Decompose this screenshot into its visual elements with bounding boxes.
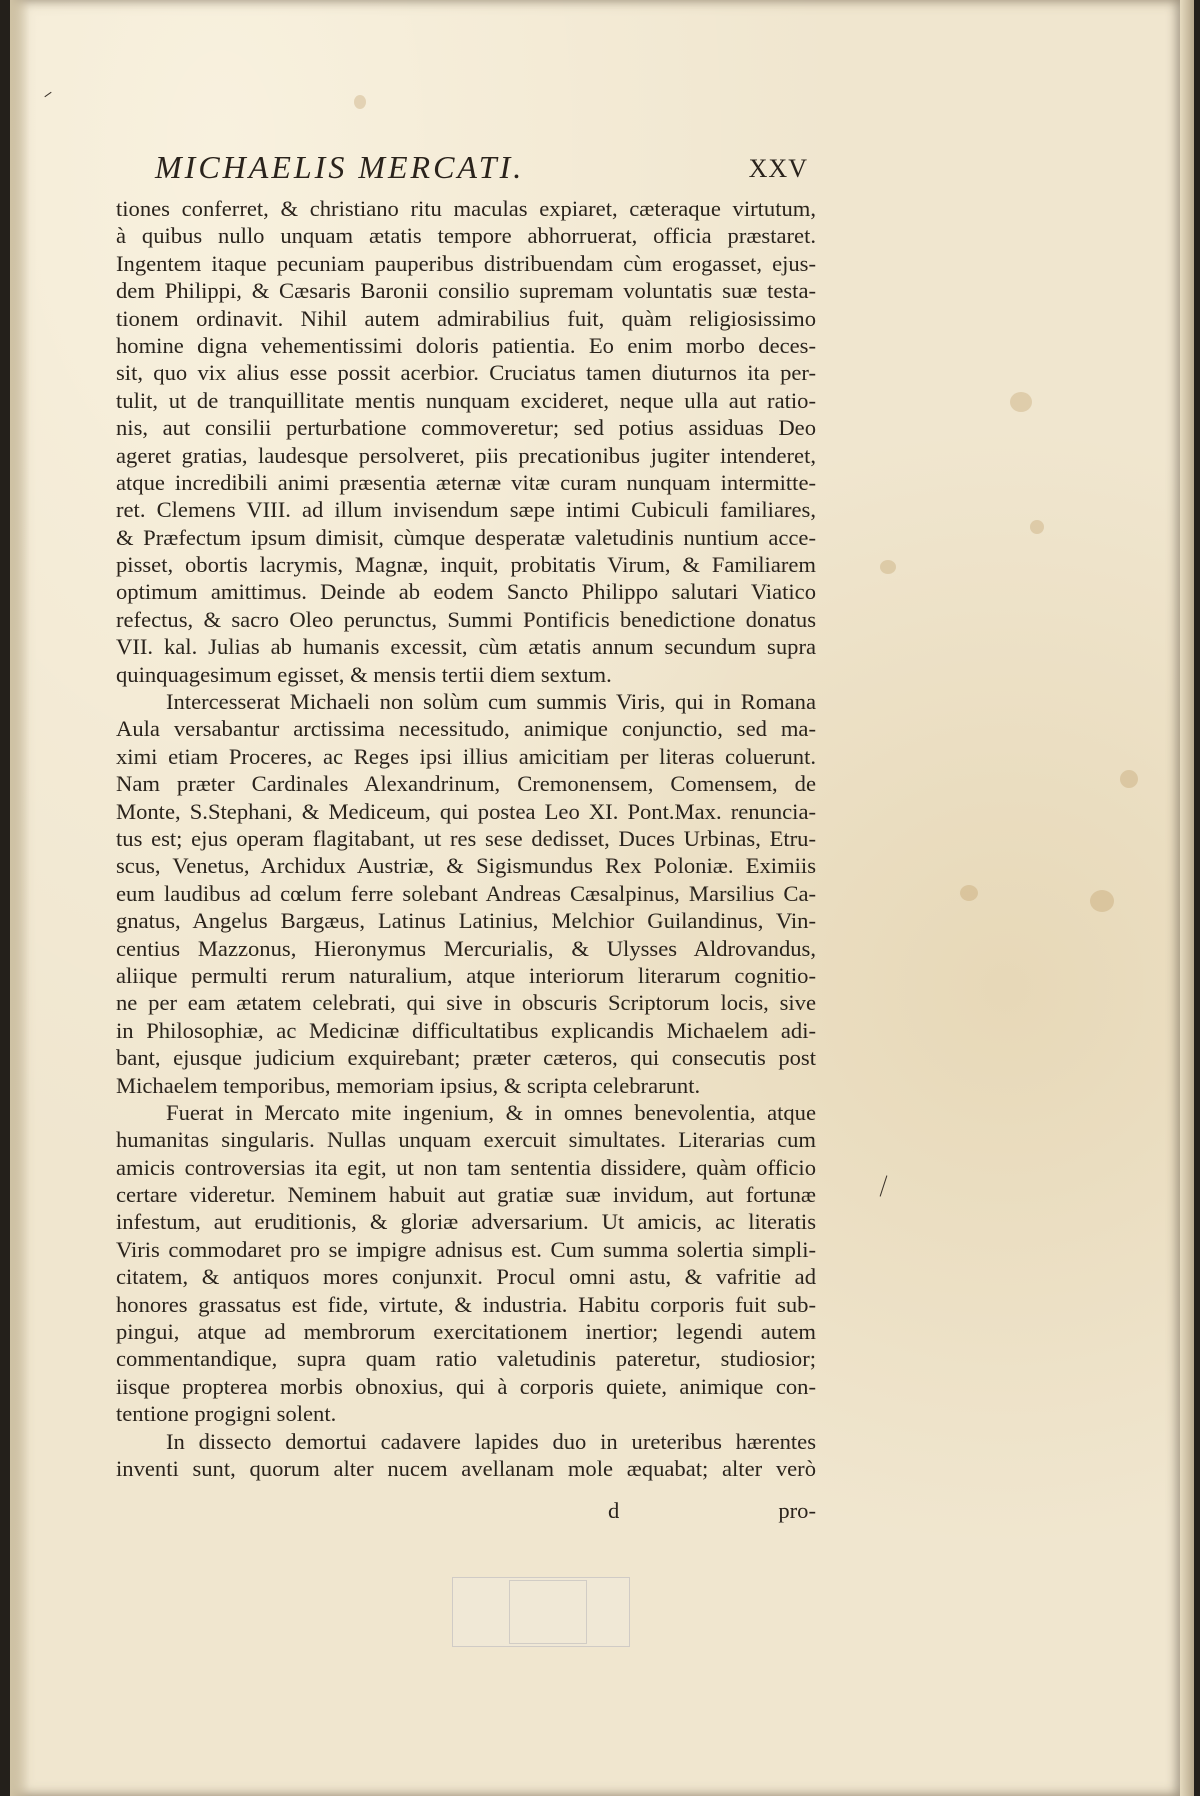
text-line: VII. kal. Julias ab humanis excessit, cùm ætatis annum secundum supra [116, 634, 816, 660]
library-stamp-inner [509, 1580, 587, 1644]
text-line: tiones conferret, & christiano ritu maculas expiaret, cæteraque virtutum, [116, 196, 816, 221]
text-line: ret. Clemens VIII. ad illum invisendum sæpe intimi Cubiculi familiares, [116, 497, 816, 523]
text-line: scus, Venetus, Archidux Austriæ, & Sigismundus Rex Poloniæ. Eximiis [116, 853, 816, 879]
text-line: ximi etiam Proceres, ac Reges ipsi illius amicitiam per literas coluerunt. [116, 743, 816, 769]
text-line: pingui, atque ad membrorum exercitationem inertior; legendi autem [116, 1319, 816, 1345]
text-line: quinquagesimum egisset, & mensis tertii diem sextum. [116, 661, 612, 687]
text-line: bant, ejusque judicium exquirebant; præter cæteros, qui consecutis post [116, 1045, 816, 1071]
library-stamp [452, 1577, 630, 1647]
text-line: amicis controversias ita egit, ut non tam sententia dissidere, quàm officio [116, 1154, 816, 1180]
page-header [120, 147, 820, 191]
text-line: aliique permulti rerum naturalium, atque interiorum literarum cognitio- [116, 962, 816, 988]
text-line: Nam præter Cardinales Alexandrinum, Cremonensem, Comensem, de [116, 771, 816, 797]
text-line: In dissecto demortui cadavere lapides duo in ureteribus hærentes [166, 1428, 816, 1454]
text-line: Aula versabantur arctissima necessitudo, animique conjunctio, sed ma- [116, 716, 816, 742]
foxing-spot [1090, 890, 1114, 912]
foxing-spot [1030, 520, 1044, 534]
foxing-spot [960, 885, 978, 901]
running-title: MICHAELIS MERCATI. [155, 149, 525, 185]
text-line: ageret gratias, laudesque persolveret, piis precationibus jugiter intenderet, [116, 442, 816, 468]
text-line: citatem, & antiquos mores conjunxit. Procul omni astu, & vafritie ad [116, 1264, 816, 1290]
text-line: tentione progigni solent. [116, 1401, 337, 1427]
foxing-spot [1120, 770, 1138, 788]
foxing-spot [1010, 392, 1032, 412]
text-line: iisque propterea morbis obnoxius, qui à corporis quiete, animique con- [116, 1373, 816, 1399]
page-gutter [10, 0, 30, 1796]
page-edge [1180, 0, 1194, 1796]
text-line: eum laudibus ad cœlum ferre solebant Andreas Cæsalpinus, Marsilius Ca- [116, 880, 816, 906]
text-line: optimum amittimus. Deinde ab eodem Sancto Philippo salutari Viatico [116, 579, 816, 605]
text-line: refectus, & sacro Oleo perunctus, Summi Pontificis benedictione donatus [116, 606, 816, 632]
text-line: à quibus nullo unquam ætatis tempore abhorruerat, officia præstaret. [116, 223, 816, 249]
text-line: ne per eam ætatem celebrati, qui sive in obscuris Scriptorum locis, sive [116, 990, 816, 1016]
text-line: Viris commodaret pro se impigre adnisus est. Cum summa solertia simpli- [116, 1236, 816, 1262]
foxing-spot [354, 95, 366, 109]
body-text [116, 195, 816, 1482]
text-line: Michaelem temporibus, memoriam ipsius, & scripta celebrarunt. [116, 1072, 701, 1098]
text-line: Ingentem itaque pecuniam pauperibus distribuendam cùm erogasset, ejus- [116, 250, 816, 276]
paragraph [116, 195, 816, 688]
paragraph [116, 1099, 816, 1428]
text-line: honores grassatus est fide, virtute, & industria. Habitu corporis fuit sub- [116, 1291, 816, 1317]
text-line: centius Mazzonus, Hieronymus Mercurialis, & Ulysses Aldrovandus, [116, 935, 816, 961]
text-line: gnatus, Angelus Bargæus, Latinus Latinius, Melchior Guilandinus, Vin- [116, 908, 816, 934]
text-line: inventi sunt, quorum alter nucem avellanam mole æquabat; alter verò [116, 1455, 816, 1481]
paragraph [116, 688, 816, 1099]
paragraph [116, 1428, 816, 1483]
text-line: atque incredibili animi præsentia æternæ vitæ curam nunquam intermitte- [116, 469, 816, 495]
text-line: tulit, ut de tranquillitate mentis nunquam excideret, neque ulla aut ratio- [116, 387, 816, 413]
text-line: certare videretur. Neminem habuit aut gratiæ suæ invidum, aut fortunæ [116, 1182, 816, 1208]
text-line: Fuerat in Mercato mite ingenium, & in omnes benevolentia, atque [166, 1099, 816, 1125]
text-line: in Philosophiæ, ac Medicinæ difficultatibus explicandis Michaelem adi- [116, 1017, 816, 1043]
text-line: sit, quo vix alius esse possit acerbior. Cruciatus tamen diuturnos ita per- [116, 360, 816, 386]
text-line: pisset, obortis lacrymis, Magnæ, inquit, probitatis Virum, & Familiarem [116, 552, 816, 578]
text-line: tus est; ejus operam flagitabant, ut res sese dedisset, Duces Urbinas, Etru- [116, 825, 816, 851]
page-footer [116, 1498, 816, 1528]
text-line: Monte, S.Stephani, & Mediceum, qui postea Leo XI. Pont.Max. renuncia- [116, 798, 816, 824]
text-line: Intercesserat Michaeli non solùm cum summis Viris, qui in Romana [166, 689, 816, 715]
text-line: infestum, aut eruditionis, & gloriæ adversarium. Ut amicis, ac literatis [116, 1209, 816, 1235]
text-line: homine digna vehementissimi doloris patientia. Eo enim morbo deces- [116, 332, 816, 358]
text-line: dem Philippi, & Cæsaris Baronii consilio supremam voluntatis suæ testa- [116, 278, 816, 304]
text-line: nis, aut consilii perturbatione commoveretur; sed potius assiduas Deo [116, 415, 816, 441]
text-line: humanitas singularis. Nullas unquam exercuit simultates. Literarias cum [116, 1127, 816, 1153]
text-line: commentandique, supra quam ratio valetudinis pateretur, studiosior; [116, 1346, 816, 1372]
catchword: pro- [778, 1498, 816, 1523]
text-line: tionem ordinavit. Nihil autem admirabilius fuit, quàm religiosissimo [116, 305, 816, 331]
signature-mark: d [608, 1498, 620, 1523]
foxing-spot [880, 560, 896, 574]
page-number: XXV [748, 154, 808, 183]
text-line: & Præfectum ipsum dimisit, cùmque desperatæ valetudinis nuntium acce- [116, 524, 816, 550]
